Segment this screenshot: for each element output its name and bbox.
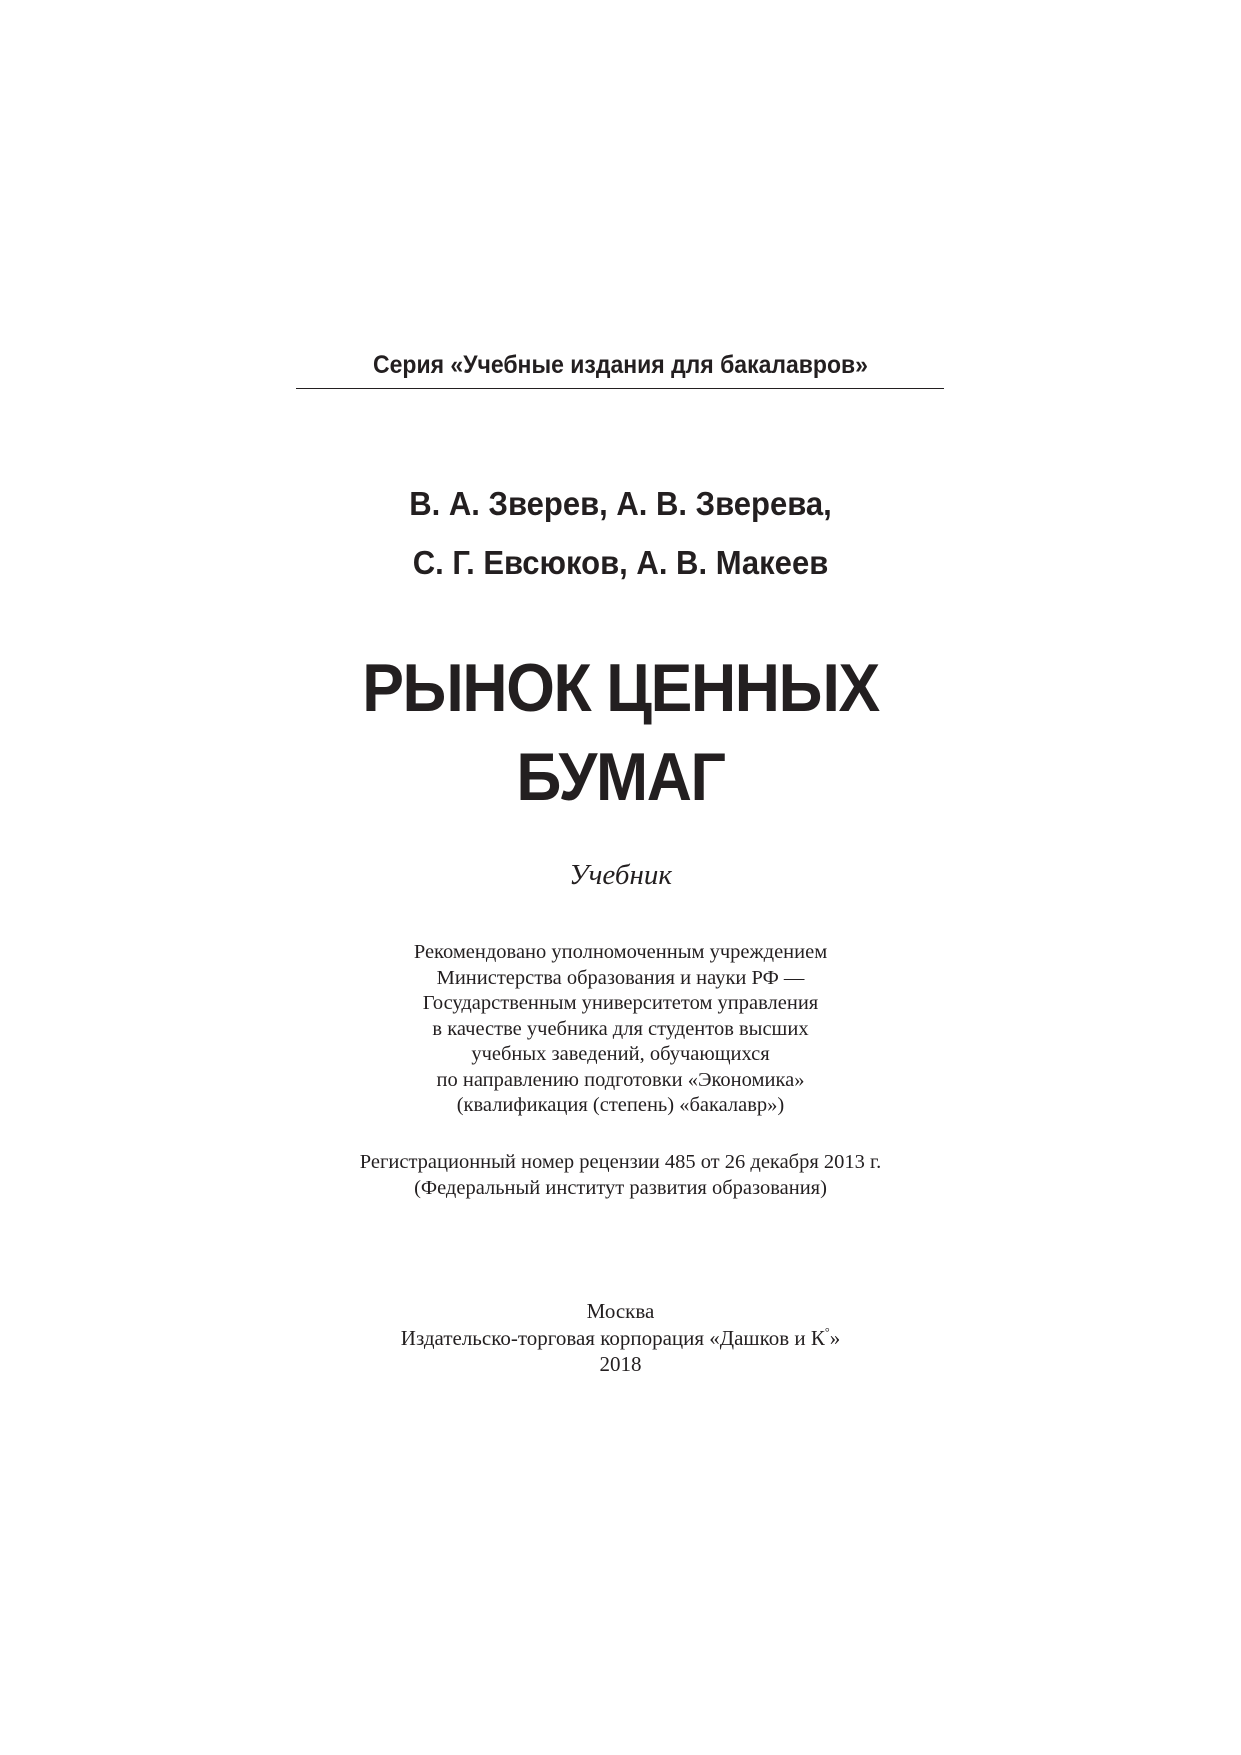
imprint-block — [0, 1298, 1241, 1378]
recommendation-line: в качестве учебника для студентов высших — [432, 1017, 809, 1040]
imprint-publisher — [0, 1325, 1241, 1352]
authors-line: В. А. Зверев, А. В. Зверева, — [409, 485, 832, 522]
recommendation-line: по направлению подготовки «Экономика» — [436, 1068, 805, 1091]
authors-block — [37, 474, 1204, 592]
series-heading: Серия «Учебные издания для бакалавров» — [373, 351, 868, 379]
book-title-line: БУМАГ — [516, 739, 725, 815]
book-title — [50, 644, 1192, 822]
registration-block — [0, 1150, 1241, 1201]
series-divider — [296, 388, 944, 389]
recommendation-line: Министерства образования и науки РФ — — [436, 966, 805, 989]
imprint-year: 2018 — [599, 1352, 642, 1376]
recommendation-block — [0, 940, 1241, 1119]
book-type: Учебник — [569, 859, 672, 891]
recommendation-line: Рекомендовано уполномоченным учреждением — [413, 941, 828, 963]
book-title-line: РЫНОК ЦЕННЫХ — [362, 650, 879, 726]
publisher-degree-mark: ° — [824, 1324, 830, 1339]
recommendation-line: Государственным университетом управления — [422, 992, 819, 1014]
publisher-closing-quote: » — [829, 1325, 841, 1350]
publisher-name: Издательско-торговая корпорация «Дашков и К — [400, 1325, 825, 1350]
registration-line: (Федеральный институт развития образования) — [414, 1176, 827, 1199]
authors-line: С. Г. Евсюков, А. В. Макеев — [412, 544, 829, 581]
recommendation-line: учебных заведений, обучающихся — [471, 1043, 770, 1065]
recommendation-line: (квалификация (степень) «бакалавр») — [456, 1094, 785, 1116]
imprint-city: Москва — [586, 1299, 655, 1323]
registration-line: Регистрационный номер рецензии 485 от 26 декабря 2013 г. — [359, 1151, 882, 1173]
